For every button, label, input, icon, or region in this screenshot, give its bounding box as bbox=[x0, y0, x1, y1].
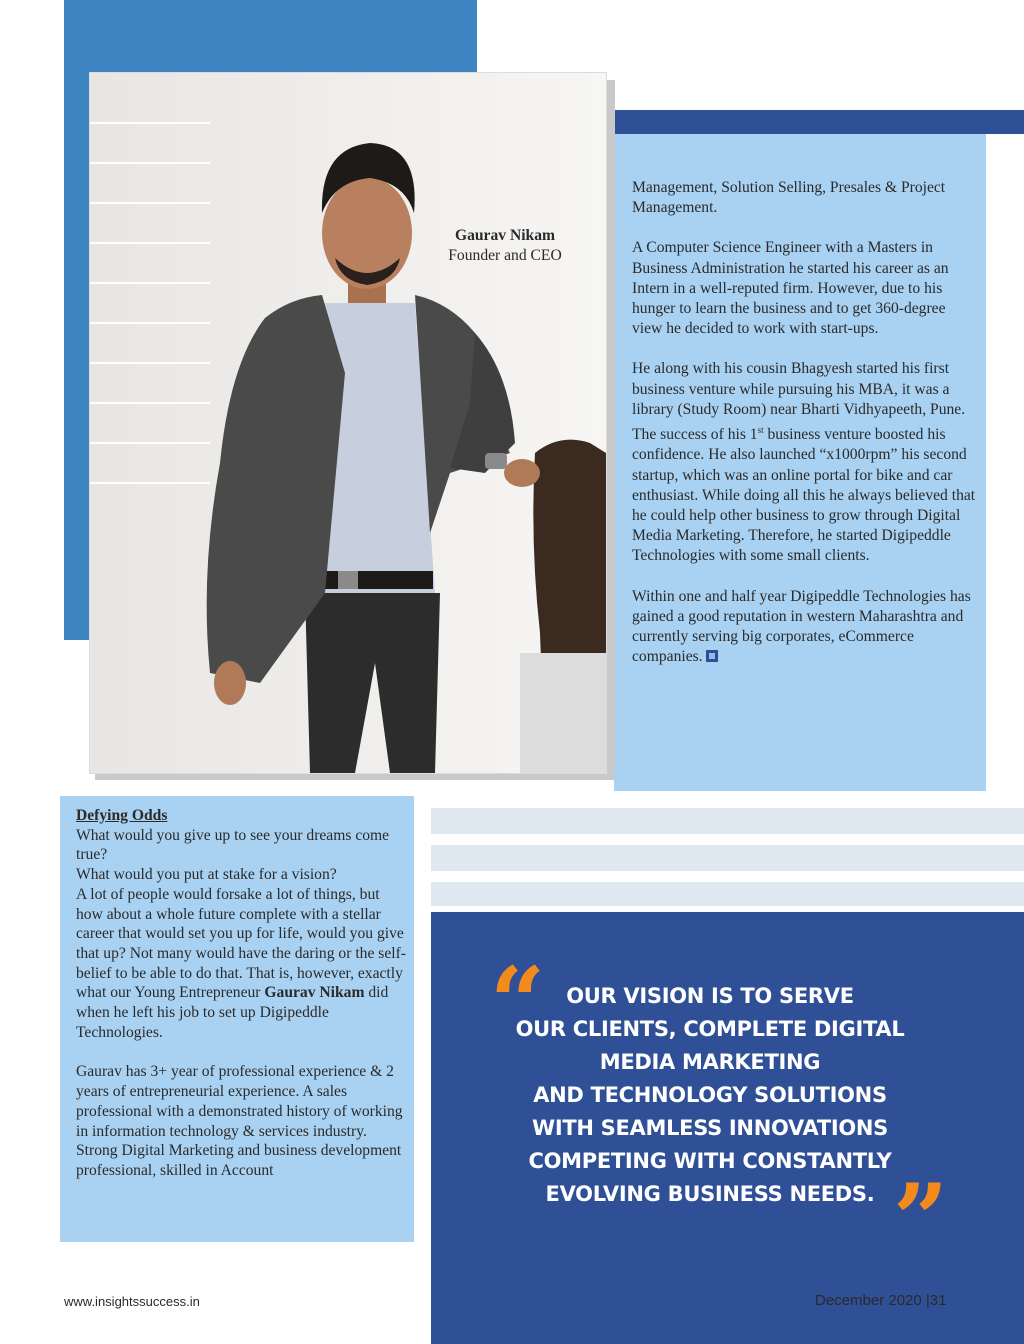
quote-line: MEDIA MARKETING bbox=[599, 1050, 821, 1074]
decorative-navy-bar bbox=[601, 110, 1024, 134]
page-number: December 2020 |31 bbox=[815, 1292, 947, 1309]
article-end-icon bbox=[706, 650, 718, 662]
quote-line: WITH SEAMLESS INNOVATIONS bbox=[531, 1116, 889, 1140]
ordinal-superscript: st bbox=[757, 425, 764, 436]
decorative-stripe bbox=[431, 808, 1024, 834]
quote-line: EVOLVING BUSINESS NEEDS. bbox=[545, 1182, 875, 1206]
paragraph bbox=[76, 826, 406, 1043]
caption-title: Founder and CEO bbox=[448, 247, 562, 264]
decorative-stripe bbox=[431, 845, 1024, 871]
portrait-photo bbox=[89, 72, 607, 774]
face bbox=[322, 177, 412, 289]
paragraph-text: did when he left his job to set up Digipeddle Technologies. bbox=[76, 984, 389, 1041]
name-emphasis: Gaurav Nikam bbox=[264, 984, 365, 1002]
hand bbox=[504, 459, 540, 487]
desk bbox=[520, 653, 606, 773]
paragraph: A Computer Science Engineer with a Masters in Business Administration he started his career as an Intern in a well-reputed firm. However, due to his hunger to learn the business and to get 360-degree view he decided to work with start-ups. bbox=[632, 239, 949, 338]
decorative-stripe bbox=[431, 882, 1024, 906]
website-link[interactable]: www.insightssuccess.in bbox=[64, 1294, 200, 1309]
open-quote-icon: “ bbox=[490, 946, 546, 1059]
paragraph: Management, Solution Selling, Presales & Project Management. bbox=[632, 179, 946, 217]
article-left-column bbox=[76, 806, 406, 1201]
quote-line: OUR CLIENTS, COMPLETE DIGITAL bbox=[515, 1017, 905, 1041]
photo-caption bbox=[415, 226, 595, 266]
section-heading: Defying Odds bbox=[76, 807, 168, 824]
paragraph-text: He along with his cousin Bhagyesh started his first business venture while pursuing his MBA, it was a library (Study Room) near Bharti Vidhyapeeth, Pune. The success of his 1 bbox=[632, 360, 966, 444]
quote-line: OUR VISION IS TO SERVE bbox=[566, 984, 854, 1008]
paragraph bbox=[632, 587, 977, 668]
article-right-column bbox=[632, 178, 977, 687]
paragraph-text: Within one and half year Digipeddle Technologies has gained a good reputation in western Maharashtra and currently serving big corporates, eCommerce companies. bbox=[632, 587, 971, 666]
paragraph: Gaurav has 3+ year of professional experience & 2 years of entrepreneurial experience. A sales professional with a demonstrated history of working in information technology & services industry. Strong Digital Marketing and business development professional, skilled in Account bbox=[76, 1063, 403, 1179]
portrait-illustration bbox=[90, 73, 606, 773]
quote-line: COMPETING WITH CONSTANTLY bbox=[528, 1149, 892, 1173]
paragraph-text: What would you give up to see your dreams come true? What would you put at stake for a vision? A lot of people would forsake a lot of things, but how about a whole future complete with a stellar career that would set you up for life, would you give that up? Not many would have the daring or the self-belief to be able to do that. That is, however, exactly what our Young Entrepreneur bbox=[76, 826, 406, 1002]
close-quote-icon: ” bbox=[893, 1163, 949, 1276]
pull-quote bbox=[470, 980, 950, 1211]
caption-name: Gaurav Nikam bbox=[454, 227, 556, 244]
quote-line: AND TECHNOLOGY SOLUTIONS bbox=[533, 1083, 887, 1107]
paragraph bbox=[632, 359, 977, 566]
paragraph-text: business venture boosted his confidence. He also launched “x1000rpm” his second startup, which was an online portal for bike and car enthusiast. While doing all this he always believed that he could help other business to grow through Digital Media Marketing. Therefore, he started Digipeddle Technologies with some small clients. bbox=[632, 426, 976, 565]
